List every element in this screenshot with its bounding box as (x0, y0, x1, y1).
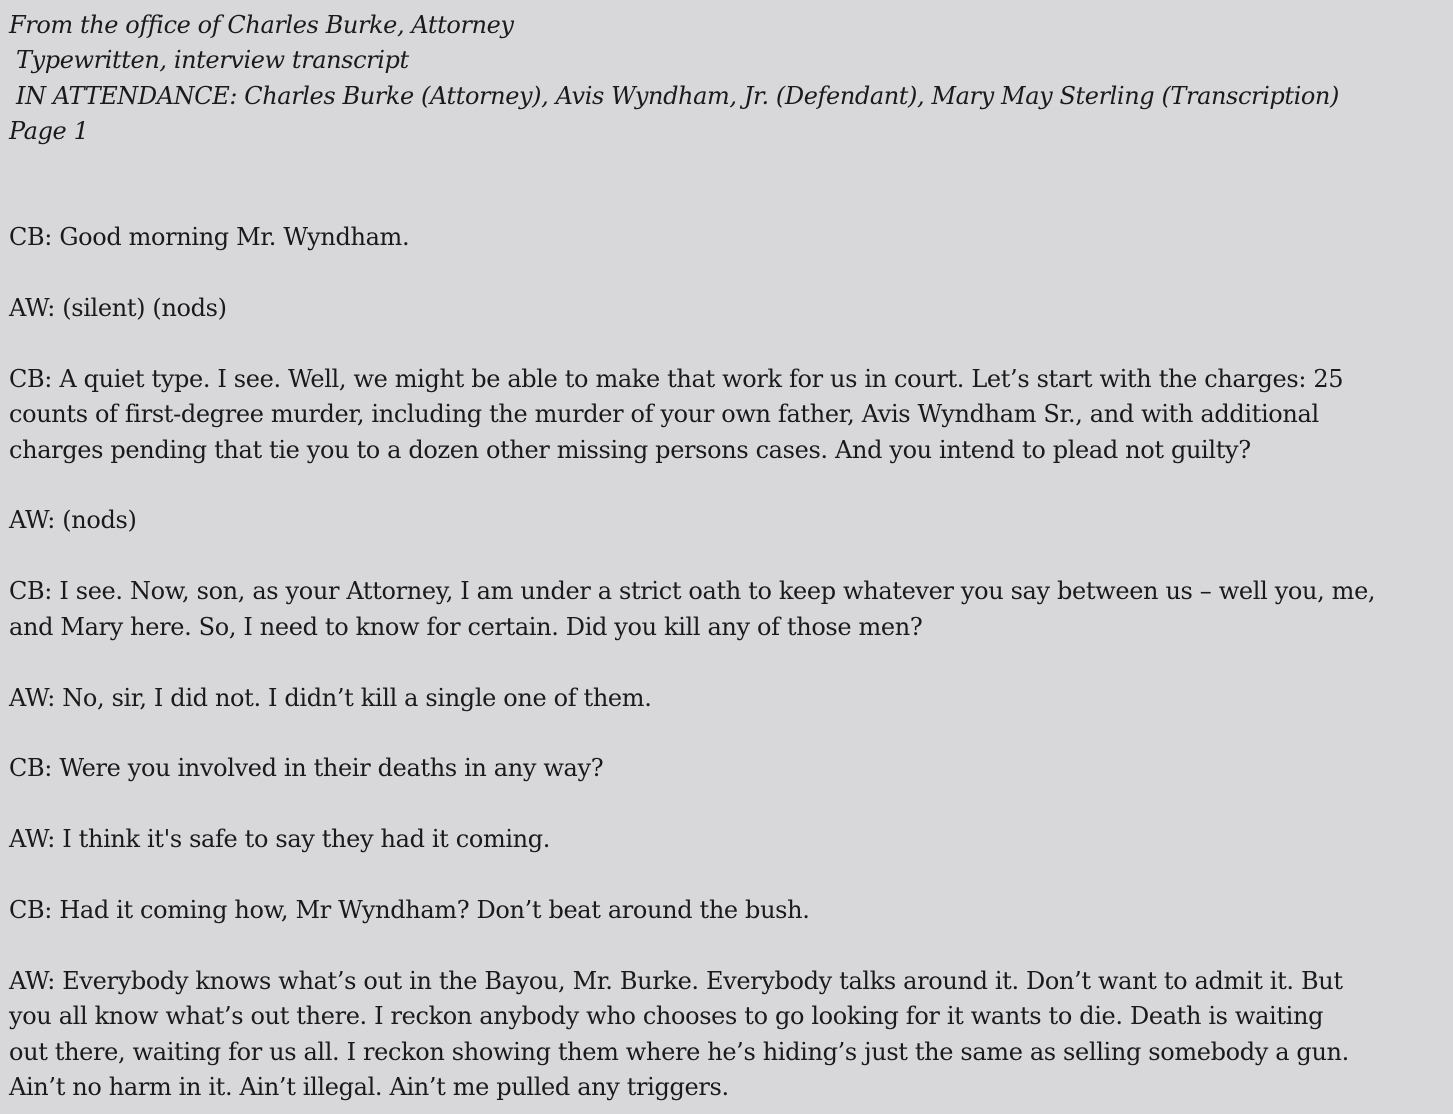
transcript-entry: AW: (silent) (nods) (9, 294, 227, 323)
transcript-entry: AW: (nods) (9, 506, 137, 535)
document-header (9, 8, 1444, 149)
transcript-entry: AW: No, sir, I did not. I didn’t kill a single one of them. (9, 683, 652, 712)
transcript-entry: CB: I see. Now, son, as your Attorney, I am under a strict oath to keep whatever you say between us – well you, me, and Mary here. So, I need to know for certain. Did you kill any of those men? (9, 577, 1376, 641)
page-number: Page 1 (9, 116, 89, 145)
office-line: From the office of Charles Burke, Attorney (9, 11, 514, 39)
attendance-line: IN ATTENDANCE: Charles Burke (Attorney), Avis Wyndham, Jr. (Defendant), Mary May Sterling (Transcription) (16, 81, 1339, 110)
transcript-body (9, 220, 1444, 1105)
transcript-entry: CB: Had it coming how, Mr Wyndham? Don’t beat around the bush. (9, 896, 810, 925)
transcript-entry: AW: Everybody knows what’s out in the Bayou, Mr. Burke. Everybody talks around it. Don’t want to admit it. But you all know what’s out there. I reckon anybody who chooses to go looking for it wants to die. Death is waiting out there, waiting for us all. I reckon showing them where he’s hiding’s just the same as selling somebody a gun. Ain’t no harm in it. Ain’t illegal. Ain’t me pulled any triggers. (9, 967, 1349, 1101)
transcript-entry: CB: A quiet type. I see. Well, we might be able to make that work for us in court. Let’s start with the charges: 25 counts of first-degree murder, including the murder of your own father, Avis Wyndham Sr., and with additional charges pending that tie you to a dozen other missing persons cases. And you intend to plead not guilty? (9, 364, 1344, 464)
document-type-line: Typewritten, interview transcript (16, 46, 409, 75)
transcript-entry: CB: Were you involved in their deaths in any way? (9, 754, 604, 783)
transcript-entry: CB: Good morning Mr. Wyndham. (9, 223, 410, 252)
transcript-entry: AW: I think it's safe to say they had it coming. (9, 825, 551, 854)
